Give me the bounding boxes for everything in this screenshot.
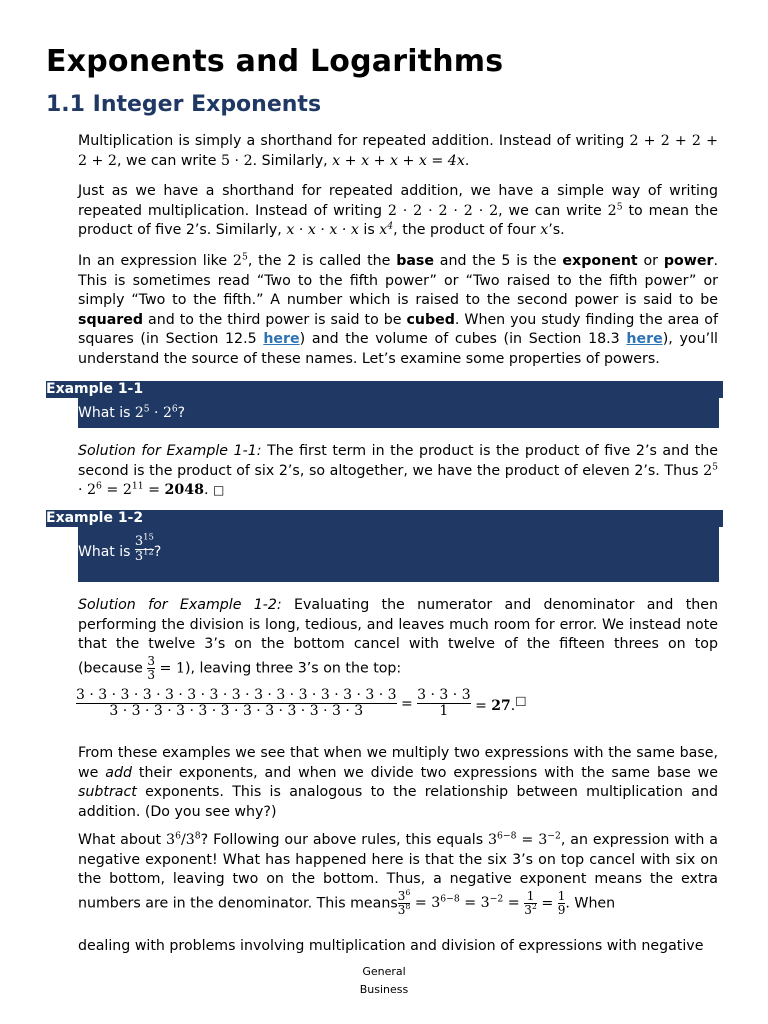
example-1-2-solution: Solution for Example 1-2: Evaluating the numerator and denominator and then performing the division is long, tedious, and leaves much room for error. We instead note that the twelve 3’s on the bottom cancel with twelve of the fifteen threes on top (because $\frac{3}{3}$ = 1), leaving three 3’s on the top: (78, 597, 719, 682)
paragraph-continued: dealing with problems involving multiplication and division of expressions with negative (78, 938, 704, 954)
example-1-2-header: Example 1-2 (46, 510, 723, 527)
paragraph-exponent-rules: From these examples we see that when we multiply two expressions with the same base, we add their exponents, and when we divide two expressions with the same base we subtract exponents. This is analogous to the relationship between multiplication and addition. (Do you see why?) (78, 745, 719, 820)
cancellation-equation: $\frac{3 \cdot 3 \cdot 3 \cdot 3 \cdot 3 \cdot 3 \cdot 3 \cdot 3 \cdot 3 \cdot 3 \cdot 3 \cdot 3 \cdot 3 \cdot 3 \cdot 3}{3 \cdot 3 \cdot 3 \cdot 3 \cdot 3 \cdot 3 \cdot 3 \cdot 3 \cdot 3 \cdot 3 \cdot 3 \cdot 3}$ = $\frac{3 \cdot 3 \cdot 3}{1}$ = 27.□ (76, 687, 527, 720)
paragraph-repeated-multiplication: Just as we have a shorthand for repeated addition, we have a simple way of writing repeated multiplication. Instead of writing 2 · 2 · 2 · 2 · 2, we can write $2^5$ to mean the product of five 2’s. Similarly, x · x · x · x is $x^4$, the product of four x’s. (78, 183, 718, 238)
paragraph-base-exponent: In an expression like $2^5$, the 2 is called the base and the 5 is the exponent or power. This is sometimes read “Two to the fifth power” or “Two raised to the fifth power” or simply “Two to the fifth.” A number which is raised to the second power is said to be squared and to the third power is said to be cubed. When you study finding the area of squares (in Section 12.5 here) and the volume of cubes (in Section 18.3 here), you’ll understand the source of these names. Let’s examine some properties of powers. (78, 251, 718, 367)
footer-line-1: General (362, 965, 406, 978)
section-18-3-link[interactable]: here (626, 331, 663, 347)
example-1-1-solution: Solution for Example 1-1: The first term in the product is the product of five 2’s and the second is the product of six 2’s, so altogether, we have the product of eleven 2’s. Thus $2^5 \cdot 2^6 = 2^{11} = 2048$. □ (78, 443, 718, 498)
paragraph-repeated-addition: Multiplication is simply a shorthand for repeated addition. Instead of writing 2 + 2 + 2 + 2 + 2, we can write 5 · 2. Similarly, x + x + x + x = 4x. (78, 133, 718, 169)
example-1-2-question: What is $\frac{3^{15}}{3^{12}}$ ? (78, 527, 719, 582)
paragraph-negative-exponents: What about $3^6/3^8$? Following our above rules, this equals $3^{6-8} = 3^{-2}$, an expression with a negative exponent! What has happened here is that the six 3’s on top cancel with six on the bottom, leaving two on the bottom. Thus, a negative exponent means the extra numbers are in the denominator. This means $\frac{3^6}{3^8}$ = $3^{6-8} = 3^{-2}$ = $\frac{1}{3^2}$ = $\frac{1}{9}$ . When (78, 830, 718, 917)
example-1-1-question: What is $2^5 \cdot 2^6$? (78, 398, 719, 428)
footer-classification (0, 963, 768, 999)
page-title: Exponents and Logarithms (46, 44, 504, 79)
example-1-1-header: Example 1-1 (46, 381, 723, 398)
qed-icon: □ (515, 693, 527, 708)
footer-line-2: Business (359, 983, 409, 996)
qed-icon: □ (213, 483, 225, 497)
section-heading: 1.1 Integer Exponents (46, 92, 322, 117)
section-12-5-link[interactable]: here (263, 331, 300, 347)
